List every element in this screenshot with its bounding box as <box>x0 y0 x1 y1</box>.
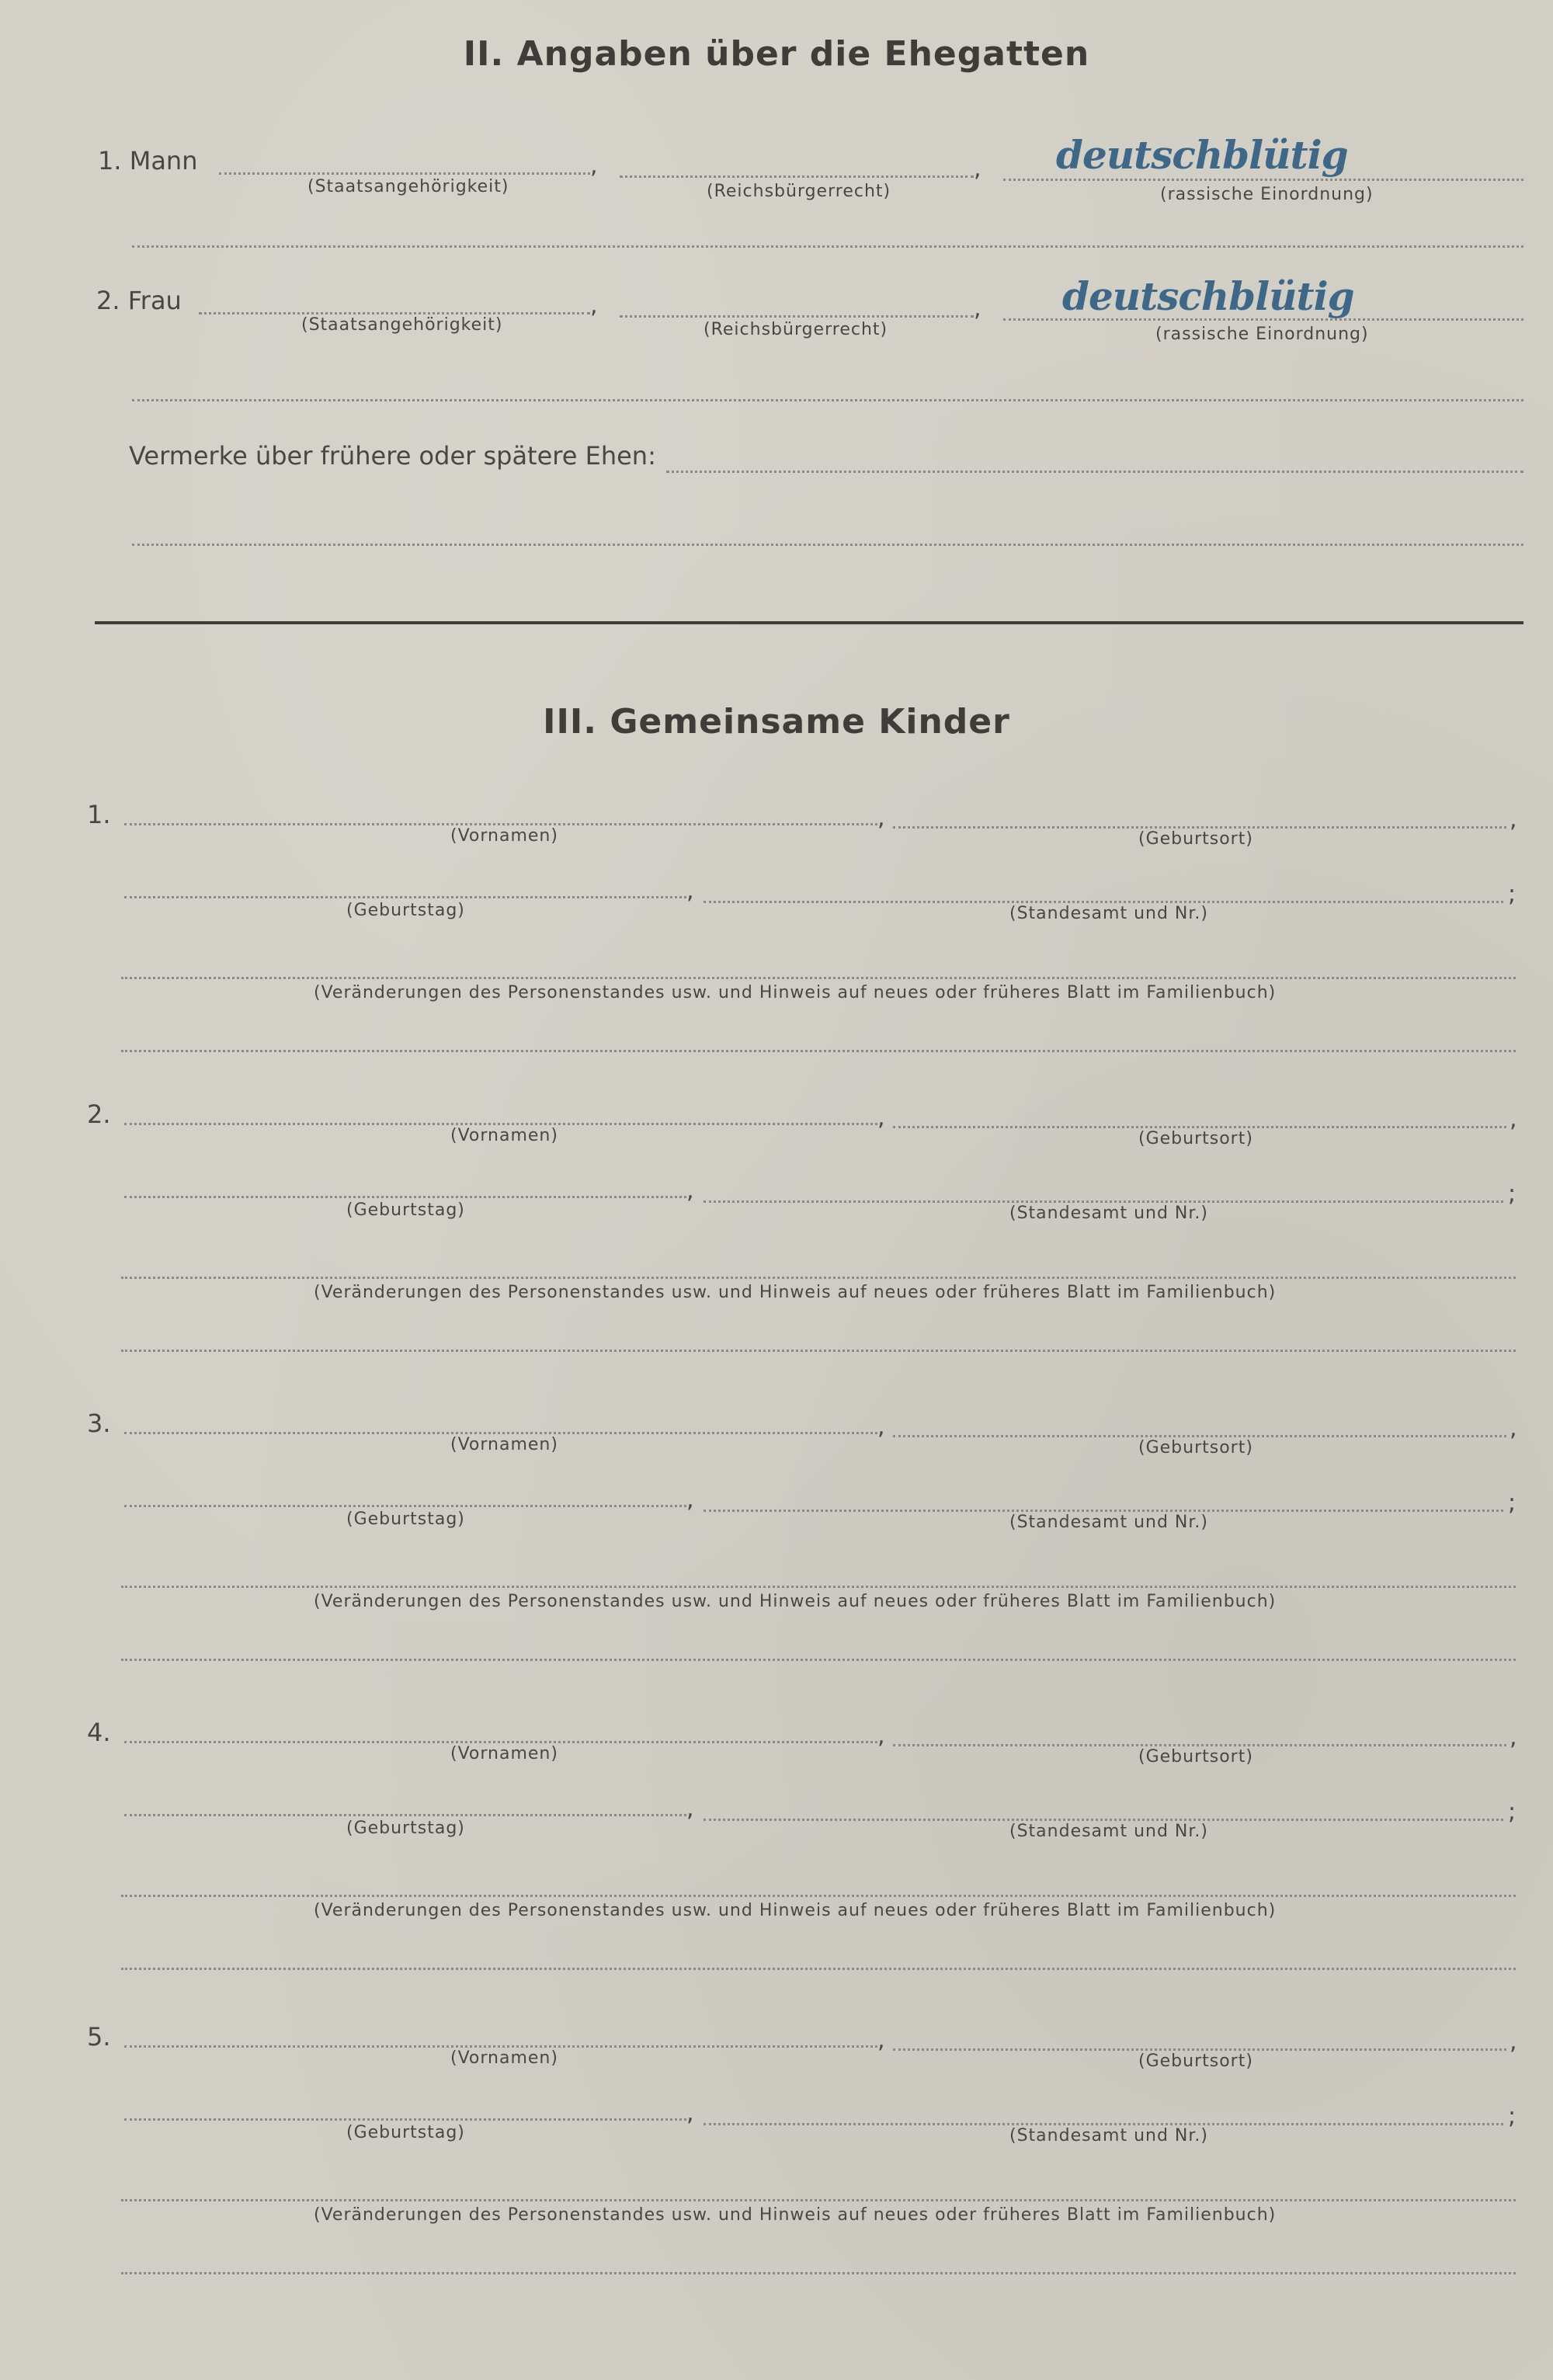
child-3-birthdate-caption: (Geburtstag) <box>346 1510 465 1529</box>
child-4-extra-line[interactable] <box>121 1968 1516 1970</box>
man-racial-caption: (rassische Einordnung) <box>1160 185 1374 204</box>
child-4-registry-caption: (Standesamt und Nr.) <box>1009 1822 1208 1841</box>
child-2-comma-2: , <box>1510 1106 1517 1133</box>
child-1-birthplace-caption: (Geburtsort) <box>1138 829 1253 849</box>
child-3-changes-field[interactable] <box>121 1586 1516 1588</box>
section-2-title: II. Angaben über die Ehegatten <box>463 34 1090 74</box>
child-1-registry-caption: (Standesamt und Nr.) <box>1009 904 1208 923</box>
woman-label: 2. Frau <box>96 286 182 315</box>
child-4-birthplace-caption: (Geburtsort) <box>1138 1747 1253 1767</box>
child-3-comma-2: , <box>1510 1415 1517 1442</box>
child-4-registry-field[interactable] <box>704 1819 1503 1821</box>
woman-citizenship-caption: (Reichsbürgerrecht) <box>704 320 888 339</box>
woman-nationality-caption: (Staatsangehörigkeit) <box>301 315 503 335</box>
child-4-number: 4. <box>87 1718 111 1747</box>
man-nationality-caption: (Staatsangehörigkeit) <box>307 177 509 196</box>
child-2-registry-field[interactable] <box>704 1200 1503 1203</box>
woman-citizenship-field[interactable] <box>620 315 974 318</box>
woman-racial-handwriting: deutschblütig <box>1062 273 1354 319</box>
child-1-semicolon: ; <box>1508 881 1517 908</box>
child-2-birthdate-caption: (Geburtstag) <box>346 1200 465 1220</box>
child-5-number: 5. <box>87 2022 111 2052</box>
child-1-birthdate-field[interactable] <box>124 896 686 898</box>
child-1-number: 1. <box>87 800 111 829</box>
section-divider <box>95 621 1523 624</box>
child-3-comma-1: , <box>877 1413 885 1440</box>
child-1-comma-2: , <box>1510 806 1517 833</box>
child-3-firstnames-field[interactable] <box>124 1432 877 1434</box>
child-5-comma-2: , <box>1510 2028 1517 2055</box>
child-3-number: 3. <box>87 1409 111 1438</box>
child-2-birthplace-caption: (Geburtsort) <box>1138 1129 1253 1148</box>
child-2-comma-3: , <box>686 1177 694 1204</box>
marriage-notes-label: Vermerke über frühere oder spätere Ehen: <box>129 441 656 471</box>
man-nationality-field[interactable] <box>219 172 590 175</box>
child-5-birthdate-caption: (Geburtstag) <box>346 2123 465 2142</box>
child-4-semicolon: ; <box>1508 1798 1517 1826</box>
child-4-firstnames-caption: (Vornamen) <box>450 1744 558 1763</box>
form-page: II. Angaben über die Ehegatten 1. Mann , , deutschblütig (Staatsangehörigkeit) (Reichsbürgerrecht) (rassische Einordnung) 2. Frau , , deutschblütig (Staatsangehörigkeit) (Reichsbürgerrecht) (rassische Einordnung) Vermerke über frühere oder spätere Ehen: III. Gemeinsame Kinder 1. , , (Vornamen) (Geburtsort) , ; (Geburtstag) (Standesamt und Nr.) (Veränderungen des Personenstandes usw. und Hinweis auf neues oder früheres Blatt im Familienbuch) 2. , , (Vornamen) (Geburtsort) , ; (Geburtstag) (Standesamt und Nr.) (Veränderungen des Personenstandes usw. und Hinweis auf neues oder früheres Blatt im Familienbuch) 3. , , (Vornamen) (Geburtsort) , ; (Geburtstag) (Standesamt und Nr.) (Veränderungen des Personenstandes usw. und Hinweis auf neues oder früheres Blatt im Familienbuch) 4. , , (Vornamen) (Geburtsort) , ; (Geburtstag) (Standesamt und Nr.) (Veränderungen des Personenstandes usw. und Hinweis auf neues oder früheres Blatt im Familienbuch) 5. , , (Vornamen) (Geburtsort) , ; (Geburtstag) (Standesamt und Nr.) (Veränderungen des Personenstandes usw. und Hinweis auf neues oder früheres Blatt im Familienbuch) <box>0 0 1553 2380</box>
child-5-changes-caption: (Veränderungen des Personenstandes usw. und Hinweis auf neues oder früheres Blatt im Familienbuch) <box>314 2205 1277 2225</box>
child-4-comma-1: , <box>877 1722 885 1749</box>
child-5-registry-caption: (Standesamt und Nr.) <box>1009 2126 1208 2145</box>
child-3-extra-line[interactable] <box>121 1659 1516 1661</box>
child-2-number: 2. <box>87 1100 111 1129</box>
child-4-comma-3: , <box>686 1795 694 1822</box>
child-5-birthdate-field[interactable] <box>124 2118 686 2121</box>
child-3-firstnames-caption: (Vornamen) <box>450 1435 558 1454</box>
child-5-comma-3: , <box>686 2100 694 2127</box>
child-2-registry-caption: (Standesamt und Nr.) <box>1009 1204 1208 1223</box>
child-5-firstnames-field[interactable] <box>124 2045 877 2048</box>
child-4-birthplace-field[interactable] <box>893 1744 1506 1746</box>
child-5-changes-field[interactable] <box>121 2199 1516 2201</box>
child-2-birthplace-field[interactable] <box>893 1126 1506 1128</box>
man-citizenship-caption: (Reichsbürgerrecht) <box>707 182 891 201</box>
child-1-comma-3: , <box>686 877 694 905</box>
marriage-notes-line-2[interactable] <box>132 544 1523 546</box>
man-citizenship-field[interactable] <box>620 175 974 178</box>
child-4-changes-caption: (Veränderungen des Personenstandes usw. und Hinweis auf neues oder früheres Blatt im Familienbuch) <box>314 1901 1277 1920</box>
child-1-birthplace-field[interactable] <box>893 826 1506 829</box>
child-3-changes-caption: (Veränderungen des Personenstandes usw. und Hinweis auf neues oder früheres Blatt im Familienbuch) <box>314 1592 1277 1611</box>
child-2-birthdate-field[interactable] <box>124 1196 686 1198</box>
section-3-title: III. Gemeinsame Kinder <box>543 702 1010 742</box>
child-2-changes-caption: (Veränderungen des Personenstandes usw. und Hinweis auf neues oder früheres Blatt im Familienbuch) <box>314 1283 1277 1302</box>
child-2-changes-field[interactable] <box>121 1277 1516 1279</box>
woman-extra-line[interactable] <box>132 399 1523 401</box>
child-2-firstnames-field[interactable] <box>124 1123 877 1125</box>
child-2-extra-line[interactable] <box>121 1350 1516 1352</box>
child-3-birthdate-field[interactable] <box>124 1505 686 1507</box>
child-2-comma-1: , <box>877 1104 885 1131</box>
child-1-changes-field[interactable] <box>121 977 1516 979</box>
child-3-comma-3: , <box>686 1486 694 1513</box>
child-1-birthdate-caption: (Geburtstag) <box>346 901 465 920</box>
child-1-firstnames-caption: (Vornamen) <box>450 826 558 846</box>
child-3-birthplace-field[interactable] <box>893 1435 1506 1437</box>
child-3-registry-field[interactable] <box>704 1510 1503 1512</box>
child-1-extra-line[interactable] <box>121 1050 1516 1052</box>
child-1-firstnames-field[interactable] <box>124 823 877 825</box>
marriage-notes-field[interactable] <box>666 471 1523 473</box>
man-label: 1. Mann <box>98 146 198 175</box>
man-racial-field[interactable] <box>1003 179 1523 181</box>
child-4-birthdate-field[interactable] <box>124 1814 686 1816</box>
child-4-comma-2: , <box>1510 1724 1517 1751</box>
child-2-semicolon: ; <box>1508 1180 1517 1207</box>
child-1-comma-1: , <box>877 804 885 832</box>
child-4-firstnames-field[interactable] <box>124 1741 877 1743</box>
man-racial-handwriting: deutschblütig <box>1056 132 1348 178</box>
child-4-changes-field[interactable] <box>121 1895 1516 1897</box>
child-5-extra-line[interactable] <box>121 2272 1516 2274</box>
child-1-registry-field[interactable] <box>704 901 1503 903</box>
child-4-birthdate-caption: (Geburtstag) <box>346 1819 465 1838</box>
man-extra-line[interactable] <box>132 245 1523 248</box>
woman-racial-caption: (rassische Einordnung) <box>1155 325 1369 344</box>
child-2-firstnames-caption: (Vornamen) <box>450 1126 558 1145</box>
child-1-changes-caption: (Veränderungen des Personenstandes usw. und Hinweis auf neues oder früheres Blatt im Familienbuch) <box>314 983 1277 1002</box>
child-3-semicolon: ; <box>1508 1489 1517 1517</box>
child-5-comma-1: , <box>877 2027 885 2054</box>
child-5-semicolon: ; <box>1508 2103 1517 2130</box>
child-5-registry-field[interactable] <box>704 2123 1503 2125</box>
child-3-registry-caption: (Standesamt und Nr.) <box>1009 1513 1208 1532</box>
child-5-birthplace-caption: (Geburtsort) <box>1138 2052 1253 2071</box>
child-5-birthplace-field[interactable] <box>893 2048 1506 2051</box>
child-5-firstnames-caption: (Vornamen) <box>450 2048 558 2068</box>
child-3-birthplace-caption: (Geburtsort) <box>1138 1438 1253 1458</box>
woman-nationality-field[interactable] <box>199 312 590 314</box>
